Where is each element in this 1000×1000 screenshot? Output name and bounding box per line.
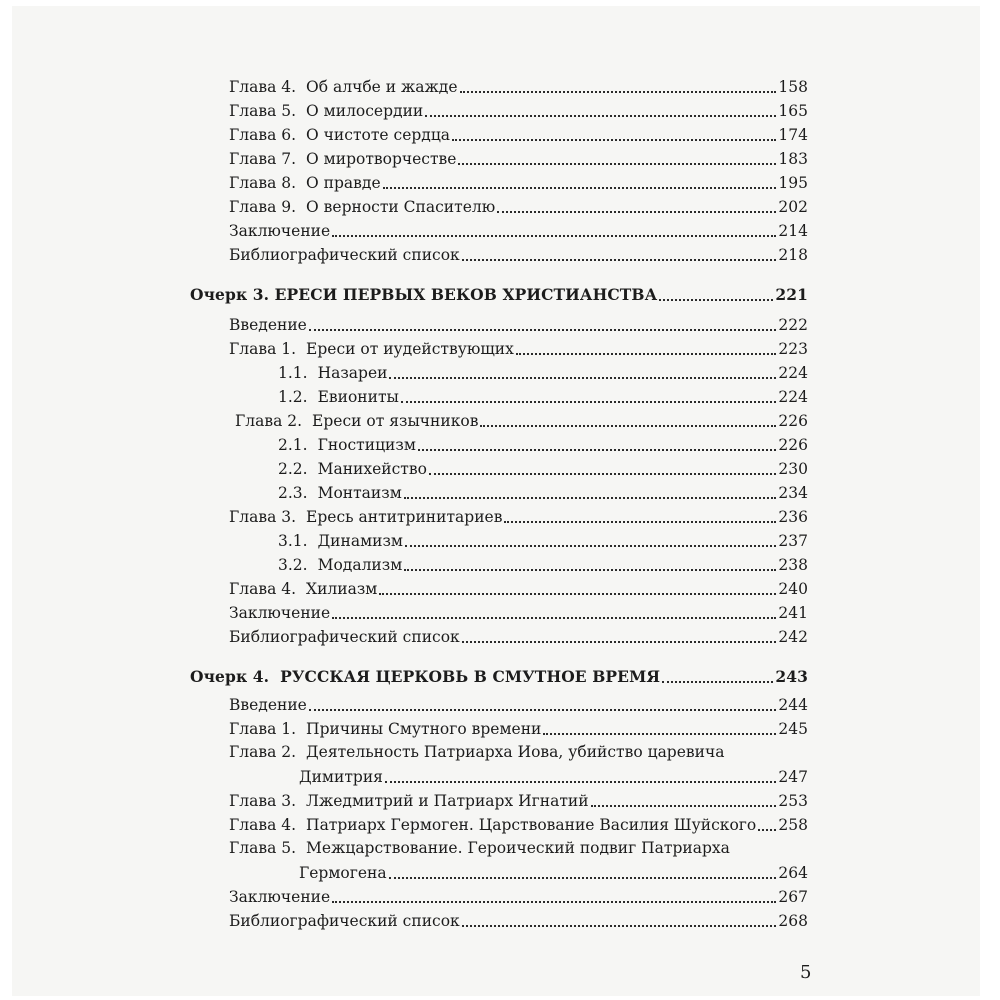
toc-entry xyxy=(229,97,808,121)
entry-page: 202 xyxy=(778,198,808,216)
dot-leader xyxy=(659,299,773,301)
toc-entry xyxy=(229,691,808,715)
entry-title: Заключение xyxy=(229,604,331,622)
dot-leader xyxy=(401,401,777,403)
entry-page: 241 xyxy=(778,604,808,622)
toc-entry-first-line xyxy=(229,838,730,858)
essay-heading xyxy=(190,281,808,305)
toc-entry-continuation xyxy=(299,859,808,883)
entry-title: Гностицизм xyxy=(317,436,416,454)
entry-title: Библиографический список xyxy=(229,246,460,264)
entry-page: 264 xyxy=(778,864,808,882)
dot-leader xyxy=(497,211,776,213)
entry-title: Введение xyxy=(229,696,307,714)
entry-label: Глава 1. xyxy=(229,340,297,358)
entry-page: 243 xyxy=(775,667,808,686)
entry-title-continuation: Димитрия xyxy=(299,768,383,786)
entry-title: О миротворчестве xyxy=(306,150,457,168)
entry-title: Об алчбе и жажде xyxy=(306,78,458,96)
dot-leader xyxy=(404,569,776,571)
entry-label: Глава 5. xyxy=(229,839,297,857)
entry-page: 224 xyxy=(778,364,808,382)
entry-page: 267 xyxy=(778,888,808,906)
entry-page: 244 xyxy=(778,696,808,714)
entry-title: Патриарх Гермоген. Царствование Василия Шуйского xyxy=(306,816,757,834)
dot-leader xyxy=(379,593,776,595)
toc-entry xyxy=(229,715,808,739)
entry-page: 174 xyxy=(778,126,808,144)
toc-entry xyxy=(229,241,808,265)
dot-leader xyxy=(591,805,777,807)
dot-leader xyxy=(385,781,776,783)
entry-page: 234 xyxy=(778,484,808,502)
entry-label: 1.1. xyxy=(278,364,308,382)
entry-page: 245 xyxy=(778,720,808,738)
entry-title: Назареи xyxy=(317,364,388,382)
dot-leader xyxy=(462,641,777,643)
page-number: 5 xyxy=(800,962,812,983)
toc-entry xyxy=(229,335,808,359)
dot-leader xyxy=(758,829,776,831)
entry-page: 223 xyxy=(778,340,808,358)
entry-title: Лжедмитрий и Патриарх Игнатий xyxy=(306,792,589,810)
dot-leader xyxy=(458,163,776,165)
dot-leader xyxy=(662,681,773,683)
toc-entry xyxy=(229,503,808,527)
toc-entry-first-line xyxy=(229,742,724,762)
entry-title: О чистоте сердца xyxy=(306,126,451,144)
entry-page: 214 xyxy=(778,222,808,240)
toc-subentry xyxy=(278,431,808,455)
entry-title: Причины Смутного времени xyxy=(306,720,542,738)
entry-page: 253 xyxy=(778,792,808,810)
toc-entry xyxy=(229,599,808,623)
dot-leader xyxy=(383,187,777,189)
dot-leader xyxy=(332,617,776,619)
entry-title: Деятельность Патриарха Иова, убийство царевича xyxy=(306,743,725,761)
entry-page: 236 xyxy=(778,508,808,526)
entry-page: 258 xyxy=(778,816,808,834)
toc-entry xyxy=(229,787,808,811)
toc-entry xyxy=(229,311,808,335)
dot-leader xyxy=(332,235,776,237)
entry-title: Модализм xyxy=(317,556,403,574)
dot-leader xyxy=(504,521,776,523)
entry-label: Глава 2. xyxy=(229,743,297,761)
dot-leader xyxy=(462,259,777,261)
entry-page: 226 xyxy=(778,412,808,430)
entry-page: 238 xyxy=(778,556,808,574)
dot-leader xyxy=(452,139,776,141)
entry-page: 218 xyxy=(778,246,808,264)
dot-leader xyxy=(425,115,776,117)
entry-page: 226 xyxy=(778,436,808,454)
toc-entry xyxy=(229,121,808,145)
dot-leader xyxy=(516,353,777,355)
toc-entry xyxy=(229,217,808,241)
dot-leader xyxy=(405,545,776,547)
dot-leader xyxy=(389,877,777,879)
dot-leader xyxy=(309,329,777,331)
entry-label: Глава 3. xyxy=(229,792,297,810)
entry-title-continuation: Гермогена xyxy=(299,864,387,882)
toc-subentry xyxy=(278,551,808,575)
entry-title: Ереси от иудействующих xyxy=(306,340,514,358)
toc-entry xyxy=(229,575,808,599)
toc-entry xyxy=(229,883,808,907)
entry-page: 165 xyxy=(778,102,808,120)
entry-page: 158 xyxy=(778,78,808,96)
entry-title: Библиографический список xyxy=(229,912,460,930)
entry-page: 195 xyxy=(778,174,808,192)
entry-page: 230 xyxy=(778,460,808,478)
entry-title: Евиониты xyxy=(317,388,399,406)
entry-label: Глава 1. xyxy=(229,720,297,738)
entry-label: Глава 8. xyxy=(229,174,297,192)
entry-title: Межцарствование. Героический подвиг Патриарха xyxy=(306,839,730,857)
dot-leader xyxy=(332,901,776,903)
entry-label: Глава 4. xyxy=(229,78,297,96)
entry-title: Манихейство xyxy=(317,460,427,478)
entry-title: О милосердии xyxy=(306,102,424,120)
entry-label: 3.1. xyxy=(278,532,308,550)
entry-title: О правде xyxy=(306,174,381,192)
toc-entry xyxy=(229,169,808,193)
toc-entry xyxy=(229,623,808,647)
dot-leader xyxy=(309,709,777,711)
entry-page: 224 xyxy=(778,388,808,406)
entry-label: Глава 4. xyxy=(229,816,297,834)
toc-entry xyxy=(229,73,808,97)
toc-entry-continuation xyxy=(299,763,808,787)
toc-entry xyxy=(229,907,808,931)
toc-entry xyxy=(235,407,808,431)
entry-label: Глава 3. xyxy=(229,508,297,526)
dot-leader xyxy=(543,733,776,735)
entry-page: 183 xyxy=(778,150,808,168)
entry-label: Глава 2. xyxy=(235,412,303,430)
entry-page: 247 xyxy=(778,768,808,786)
entry-title: Ересь антитринитариев xyxy=(306,508,503,526)
entry-title: Введение xyxy=(229,316,307,334)
entry-title: Заключение xyxy=(229,888,331,906)
toc-entry xyxy=(229,193,808,217)
entry-title: Заключение xyxy=(229,222,331,240)
entry-title: Монтаизм xyxy=(317,484,402,502)
entry-title: О верности Спасителю xyxy=(306,198,496,216)
toc-subentry xyxy=(278,527,808,551)
entry-page: 268 xyxy=(778,912,808,930)
essay-heading xyxy=(190,663,808,687)
dot-leader xyxy=(429,473,776,475)
entry-title: Динамизм xyxy=(317,532,403,550)
toc-subentry xyxy=(278,479,808,503)
toc-subentry xyxy=(278,455,808,479)
entry-page: 221 xyxy=(775,285,808,304)
entry-title: Библиографический список xyxy=(229,628,460,646)
entry-label: 2.2. xyxy=(278,460,308,478)
dot-leader xyxy=(480,425,776,427)
toc-subentry xyxy=(278,383,808,407)
entry-label: Глава 9. xyxy=(229,198,297,216)
toc-entry xyxy=(229,811,808,835)
entry-label: Глава 7. xyxy=(229,150,297,168)
essay-title: Очерк 3. ЕРЕСИ ПЕРВЫХ ВЕКОВ ХРИСТИАНСТВА xyxy=(190,285,658,304)
entry-label: 2.1. xyxy=(278,436,308,454)
entry-label: Глава 5. xyxy=(229,102,297,120)
dot-leader xyxy=(404,497,777,499)
essay-title: Очерк 4. РУССКАЯ ЦЕРКОВЬ В СМУТНОЕ ВРЕМЯ xyxy=(190,667,661,686)
entry-page: 222 xyxy=(778,316,808,334)
dot-leader xyxy=(462,925,777,927)
toc-subentry xyxy=(278,359,808,383)
entry-page: 240 xyxy=(778,580,808,598)
dot-leader xyxy=(418,449,777,451)
dot-leader xyxy=(460,91,777,93)
entry-page: 237 xyxy=(778,532,808,550)
dot-leader xyxy=(389,377,776,379)
entry-label: Глава 6. xyxy=(229,126,297,144)
entry-label: Глава 4. xyxy=(229,580,297,598)
entry-page: 242 xyxy=(778,628,808,646)
entry-label: 3.2. xyxy=(278,556,308,574)
entry-label: 1.2. xyxy=(278,388,308,406)
entry-title: Ереси от язычников xyxy=(312,412,479,430)
entry-title: Хилиазм xyxy=(306,580,378,598)
toc-entry xyxy=(229,145,808,169)
entry-label: 2.3. xyxy=(278,484,308,502)
